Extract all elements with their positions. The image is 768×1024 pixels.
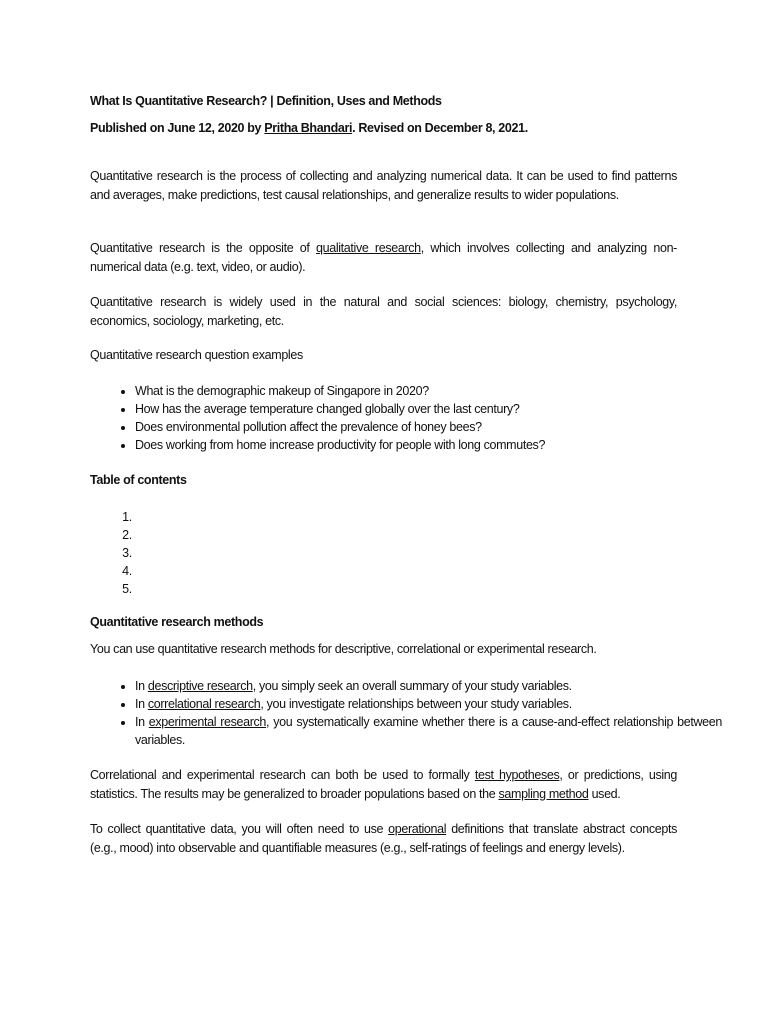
toc-item[interactable]: [135, 526, 137, 544]
item-text: , you simply seek an overall summary of your study variables.: [252, 679, 572, 693]
list-item: • Does environmental pollution affect the prevalence of honey bees?: [135, 418, 722, 436]
toc-item[interactable]: [135, 562, 137, 580]
examples-label: Quantitative research question examples: [90, 348, 303, 362]
qualitative-paragraph: [90, 239, 677, 276]
byline-prefix: Published on June 12, 2020 by: [90, 121, 265, 135]
qualitative-text-after: , which involves collecting and analyzing non-numerical data (e.g. text, video, or audio).: [90, 241, 677, 274]
operational-link[interactable]: operational: [388, 822, 447, 836]
paragraph-text: definitions that translate abstract concepts (e.g., mood) into observable and quantifiable measures (e.g., self-ratings of feelings and energy levels).: [90, 822, 677, 855]
byline-suffix: . Revised on December 8, 2021.: [352, 121, 528, 135]
toc-heading: Table of contents: [90, 473, 187, 487]
list-item: • How has the average temperature changed globally over the last century?: [135, 400, 722, 418]
usage-paragraph: Quantitative research is widely used in the natural and social sciences: biology, chemistry, psychology, economics, sociology, marketing, etc.: [90, 295, 677, 328]
item-prefix: In: [135, 697, 148, 711]
qualitative-research-link[interactable]: qualitative research: [316, 241, 421, 255]
qualitative-text-before: Quantitative research is the opposite of: [90, 241, 317, 255]
descriptive-research-link[interactable]: descriptive research: [147, 679, 253, 693]
hypotheses-paragraph: [90, 766, 677, 803]
paragraph-text: Correlational and experimental research can both be used to formally: [90, 768, 475, 782]
list-item: [135, 677, 722, 695]
examples-list: [90, 382, 722, 454]
toc-list: [90, 508, 137, 598]
toc-item[interactable]: [135, 544, 137, 562]
toc-item[interactable]: [135, 508, 137, 526]
intro-paragraph: Quantitative research is the process of collecting and analyzing numerical data. It can be used to find patterns and averages, make predictions, test causal relationships, and generalize results to wider populations.: [90, 169, 677, 202]
paragraph-text: used.: [588, 786, 621, 801]
experimental-research-link[interactable]: experimental research: [148, 715, 267, 729]
paragraph-text: To collect quantitative data, you will often need to use: [90, 822, 389, 836]
paragraph-text: , or predictions, using statistics. The results may be generalized to broader populations based on the: [90, 768, 677, 801]
list-item: • What is the demographic makeup of Singapore in 2020?: [135, 382, 722, 400]
methods-heading: Quantitative research methods: [90, 615, 264, 629]
methods-intro: You can use quantitative research methods for descriptive, correlational or experimental research.: [90, 642, 597, 656]
test-hypotheses-link[interactable]: test hypotheses: [474, 768, 560, 782]
operational-paragraph: [90, 820, 677, 857]
item-prefix: In: [135, 715, 149, 729]
author-link[interactable]: Pritha Bhandari: [264, 121, 353, 135]
item-prefix: In: [135, 679, 148, 693]
list-item: • Does working from home increase productivity for people with long commutes?: [135, 436, 722, 454]
page-title: What Is Quantitative Research? | Definition, Uses and Methods: [90, 94, 442, 108]
byline: [90, 121, 528, 135]
sampling-method-link[interactable]: sampling method: [498, 786, 589, 801]
item-text: , you systematically examine whether there is a cause-and-effect relationship between variables.: [135, 715, 722, 747]
toc-item[interactable]: [135, 580, 137, 598]
list-item: [135, 713, 722, 749]
correlational-research-link[interactable]: correlational research: [147, 697, 261, 711]
item-text: , you investigate relationships between your study variables.: [260, 697, 572, 711]
list-item: [135, 695, 722, 713]
methods-list: [90, 677, 722, 749]
